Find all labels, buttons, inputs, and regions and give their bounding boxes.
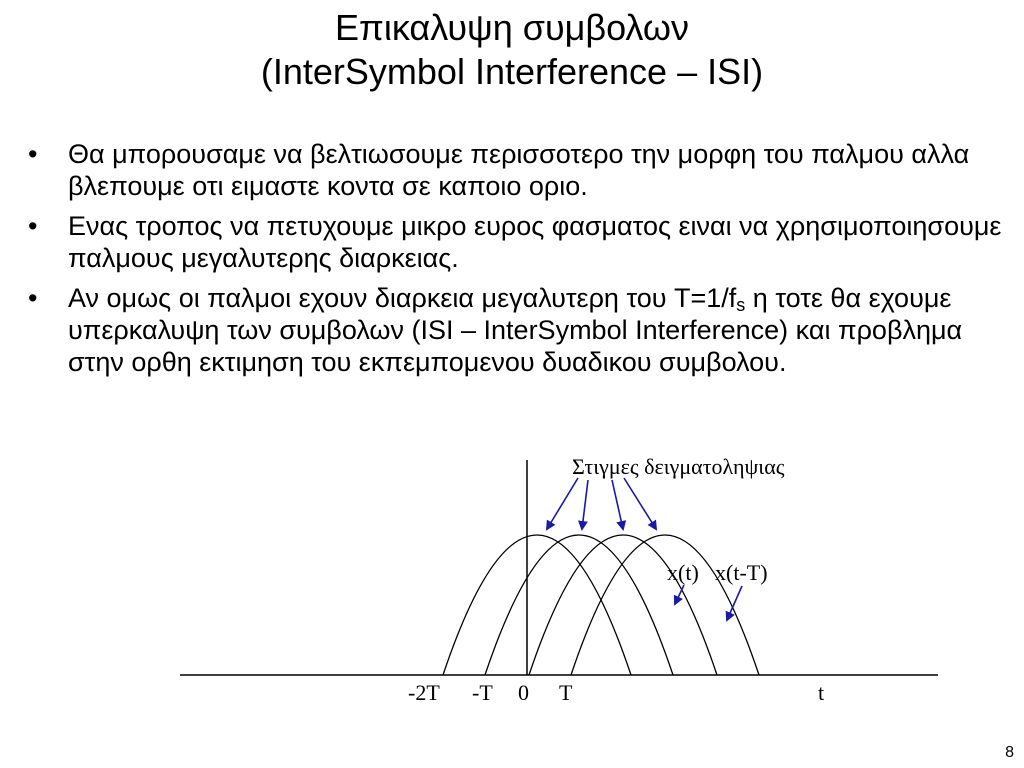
pulse-label-arrow [675, 585, 684, 604]
bullet-text-3a: Αν ομως οι παλμοι εχουν διαρκεια μεγαλυτερη του T=1/f [68, 283, 737, 313]
sampling-arrow [547, 478, 578, 529]
sampling-instants-label: Στιγμες δειγματοληψιας [572, 454, 785, 479]
bullet-text-1: Θα μπορουσαμε να βελτιωσουμε περισσοτερο την μορφη του παλμου αλλα βλεπουμε οτι ειμαστε κοντα σε καποιο οριο. [68, 139, 970, 201]
bullet-text-2: Ενας τροπος να πετυχουμε μικρο ευρος φασματος ειναι να χρησιμοποιησουμε παλμους μεγαλυτερης διαρκειας. [68, 211, 1002, 273]
sampling-arrow [582, 480, 588, 529]
page-number: 8 [1005, 744, 1014, 761]
pulse-label-x-t: x(t) [667, 560, 699, 585]
sampling-arrow [612, 480, 623, 529]
tick-label-zero: 0 [518, 680, 529, 705]
axis-label-t: t [818, 680, 825, 705]
title-line-2: (InterSymbol Interference – ISI) [260, 51, 764, 92]
tick-label-minus-2T: -2T [408, 680, 440, 705]
tick-label-T: T [559, 680, 573, 705]
bullet-marker: • [28, 211, 38, 241]
tick-label-minus-T: -T [472, 680, 493, 705]
bullet-marker: • [28, 283, 38, 313]
subscript-s: s [736, 295, 746, 315]
bullet-text-3b: η τοτε θα εχουμε υπερκαλυψη των συμβολων (ISI – InterSymbol Interference) και προβλημα στην ορθη εκτιμηση του εκπεμπομενου δυαδικου συμβολου. [68, 283, 963, 377]
bullet-marker: • [28, 139, 38, 169]
pulse-label-x-t-minus-T: x(t-T) [715, 560, 768, 585]
title-line-1: Επικαλυψη συμβολων [335, 7, 689, 48]
pulse-label-arrow [727, 586, 742, 620]
sampling-arrow [624, 478, 656, 529]
